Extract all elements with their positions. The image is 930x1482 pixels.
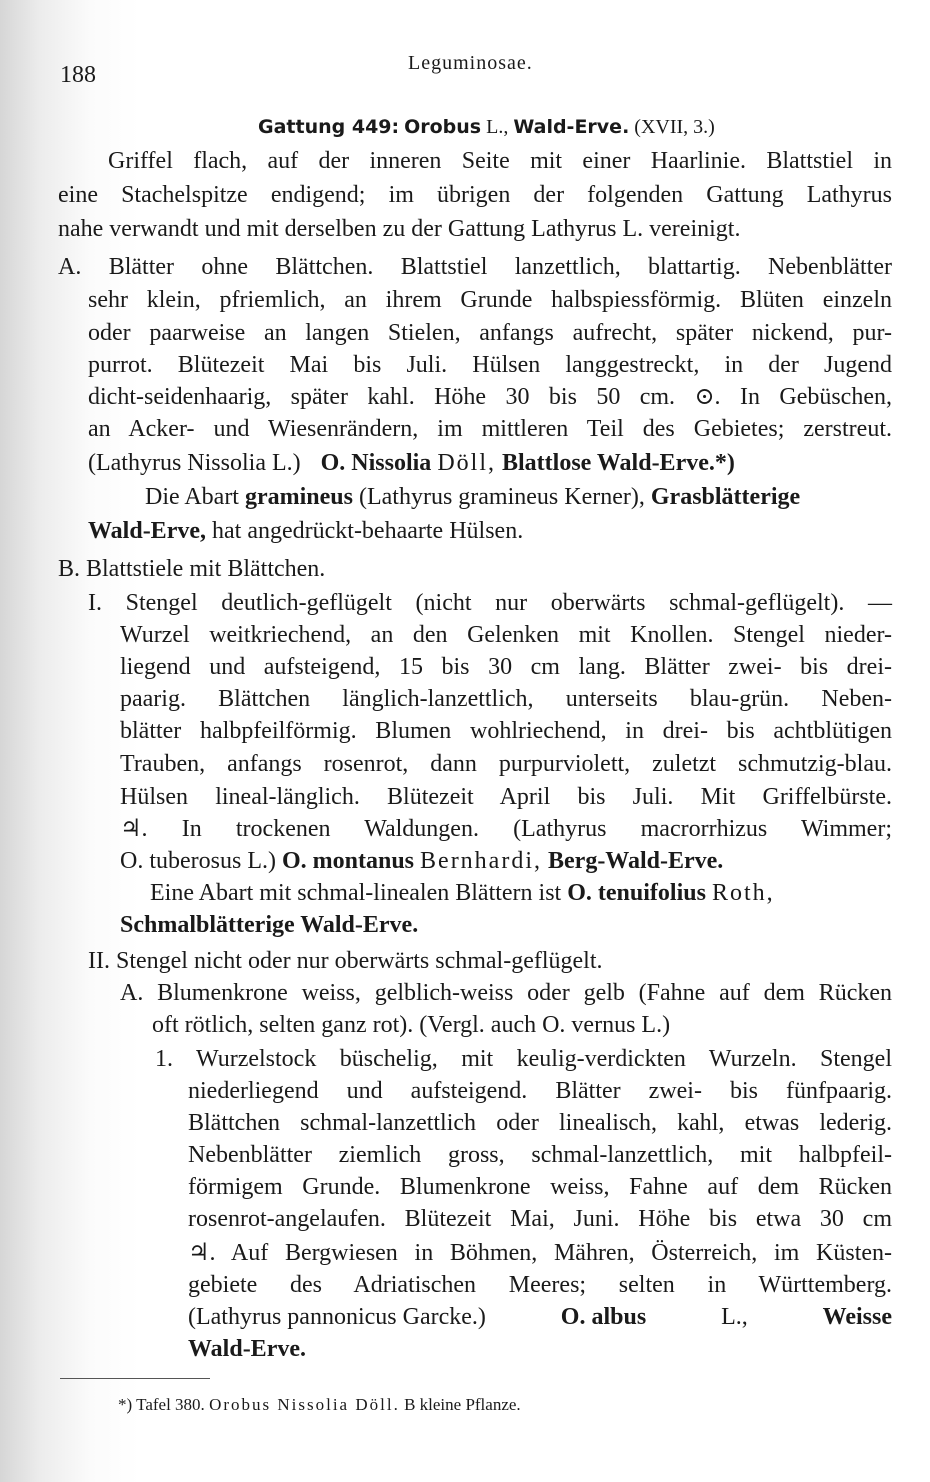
abart2-author: Roth,	[711, 880, 775, 906]
nissolia-name: O. Nissolia	[320, 450, 432, 476]
abart1-common2: Wald-Erve,	[88, 518, 206, 544]
abart1-line-2	[88, 516, 523, 546]
abart1-mid: (Lathyrus gramineus Kerner),	[358, 484, 645, 510]
item1-line-1: 1. Wurzelstock büschelig, mit keulig-verdickten Wurzeln. Stengel	[155, 1046, 892, 1072]
section-a-line-1: A. Blätter ohne Blättchen. Blattstiel lanzettlich, blattartig. Nebenblätter	[58, 254, 892, 280]
section-b1-line-8: ♃. In trockenen Waldungen. (Lathyrus macrorrhizus Wimmer;	[120, 816, 892, 842]
section-b2a-line-1: A. Blumenkrone weiss, gelblich-weiss oder gelb (Fahne auf dem Rücken	[120, 980, 892, 1006]
item1-line-2: niederliegend und aufsteigend. Blätter zwei- bis fünfpaarig.	[188, 1078, 892, 1104]
item1-line-4: Nebenblätter ziemlich gross, schmal-lanzettlich, mit halbpfeil-	[188, 1142, 892, 1168]
section-a-line-4: purrot. Blütezeit Mai bis Juli. Hülsen langgestreckt, in der Jugend	[88, 352, 892, 378]
albus-line-1	[188, 1302, 892, 1332]
abart1-post: hat angedrückt-behaarte Hülsen.	[212, 518, 524, 544]
abart2-pre: Eine Abart mit schmal-linealen Blättern ist	[150, 880, 562, 906]
intro-line-1: Griffel flach, auf der inneren Seite mit einer Haarlinie. Blattstiel in	[108, 148, 892, 174]
intro-line-2: eine Stachelspitze endigend; im übrigen der folgenden Gattung Lathyrus	[58, 182, 892, 208]
albus-common1: Weisse	[822, 1304, 892, 1330]
section-b1-line-5: blätter halbpfeilförmig. Blumen wohlriechend, in drei- bis achtblütigen	[120, 718, 892, 744]
section-b1-line-1: I. Stengel deutlich-geflügelt (nicht nur oberwärts schmal-geflügelt). —	[88, 590, 892, 616]
montanus-synonym: O. tuberosus L.)	[120, 848, 276, 874]
genus-ref: (XVII, 3.)	[634, 116, 715, 138]
abart1-name: gramineus	[244, 484, 353, 510]
page-number: 188	[60, 62, 96, 88]
genus-heading	[258, 112, 715, 142]
albus-name: O. albus	[560, 1304, 647, 1330]
section-b2a-line-2: oft rötlich, selten ganz rot). (Vergl. auch O. vernus L.)	[152, 1012, 671, 1038]
nissolia-author: Döll,	[437, 450, 496, 476]
running-title: Leguminosae.	[408, 52, 533, 74]
item1-line-5: förmigem Grunde. Blumenkrone weiss, Fahne auf dem Rücken	[188, 1174, 892, 1200]
section-b1-line-4: paarig. Blättchen länglich-lanzettlich, unterseits blau-grün. Neben-	[120, 686, 892, 712]
montanus-entry	[120, 846, 723, 876]
abart1-pre: Die Abart	[145, 484, 239, 510]
abart1-line-1	[145, 482, 800, 512]
item1-line-3: Blättchen schmal-lanzettlich oder linealisch, kahl, etwas lederig.	[188, 1110, 892, 1136]
section-b1-line-3: liegend und aufsteigend, 15 bis 30 cm lang. Blätter zwei- bis drei-	[120, 654, 892, 680]
montanus-name: O. montanus	[281, 848, 415, 874]
item1-line-6: rosenrot-angelaufen. Blütezeit Mai, Juni. Höhe bis etwa 30 cm	[188, 1206, 892, 1232]
item1-line-8: gebiete des Adriatischen Meeres; selten in Württemberg.	[188, 1272, 892, 1298]
genus-name: Orobus	[404, 116, 482, 138]
section-b1-line-6: Trauben, anfangs rosenrot, dann purpurviolett, zuletzt schmutzig-blau.	[120, 751, 892, 777]
section-a-line-3: oder paarweise an langen Stielen, anfangs aufrecht, später nickend, pur-	[88, 320, 892, 346]
abart2-line-2: Schmalblätterige Wald-Erve.	[120, 912, 419, 938]
section-a-line-6: an Acker- und Wiesenrändern, im mittleren Teil des Gebietes; zerstreut.	[88, 416, 892, 442]
footnote	[118, 1390, 521, 1420]
section-b1-line-7: Hülsen lineal-länglich. Blütezeit April bis Juli. Mit Griffelbürste.	[120, 784, 892, 810]
footnote-post: B kleine Pflanze.	[404, 1395, 521, 1414]
genus-label: Gattung 449:	[258, 116, 400, 138]
montanus-common: Berg-Wald-Erve.	[548, 848, 724, 874]
albus-line-2: Wald-Erve.	[188, 1336, 306, 1362]
abart2-name: O. tenuifolius	[567, 880, 706, 906]
abart1-common1: Grasblätterige	[650, 484, 801, 510]
section-b1-line-2: Wurzel weitkriechend, an den Gelenken mit Knollen. Stengel nieder-	[120, 622, 892, 648]
nissolia-entry	[88, 448, 735, 478]
montanus-author: Bernhardi,	[420, 848, 542, 874]
genus-common: Wald-Erve.	[513, 116, 630, 138]
intro-line-3: nahe verwandt und mit derselben zu der Gattung Lathyrus L. vereinigt.	[58, 216, 741, 242]
footnote-species: Orobus Nissolia Döll.	[209, 1395, 400, 1414]
item1-line-7: ♃. Auf Bergwiesen in Böhmen, Mähren, Österreich, im Küsten-	[188, 1240, 892, 1266]
footnote-text: Tafel 380.	[136, 1395, 205, 1414]
section-a-line-5: dicht-seidenhaarig, später kahl. Höhe 30 bis 50 cm. ⊙. In Gebüschen,	[88, 384, 892, 410]
albus-author: L.,	[721, 1304, 748, 1330]
section-b: B. Blattstiele mit Blättchen.	[58, 556, 326, 582]
footnote-mark: *)	[118, 1395, 133, 1414]
nissolia-synonym: (Lathyrus Nissolia L.)	[88, 450, 301, 476]
section-a-line-2: sehr klein, pfriemlich, an ihrem Grunde halbspiessförmig. Blüten einzeln	[88, 287, 892, 313]
genus-author: L.,	[486, 116, 509, 138]
albus-synonym: (Lathyrus pannonicus Garcke.)	[188, 1304, 486, 1330]
nissolia-common: Blattlose Wald-Erve.*)	[501, 450, 735, 476]
abart2-line-1	[150, 878, 775, 908]
section-b2: II. Stengel nicht oder nur oberwärts schmal-geflügelt.	[88, 948, 603, 974]
footnote-rule	[60, 1378, 210, 1379]
